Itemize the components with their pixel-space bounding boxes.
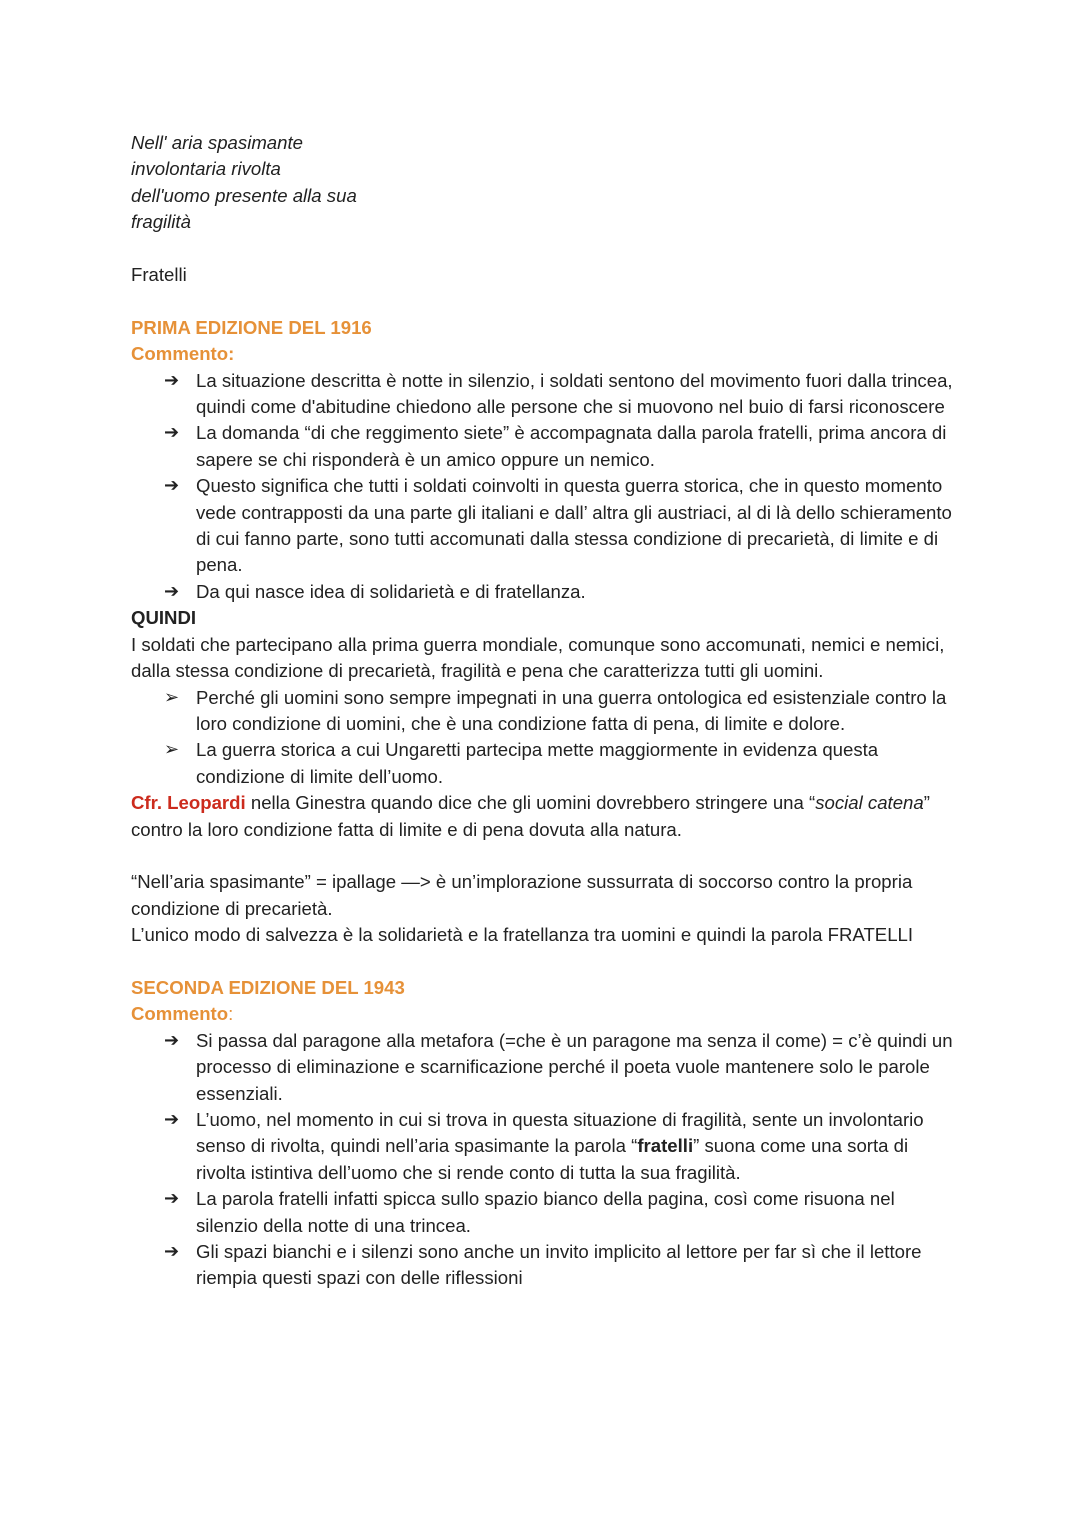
poem-line: fragilità — [131, 211, 191, 233]
poem-line: Nell' aria spasimante — [131, 132, 304, 153]
arrow-icon: ➔ — [164, 1108, 180, 1130]
cfr-paragraph: Cfr. Leopardi nella Ginestra quando dice che gli uomini dovrebbero stringere una “social catena” contro la loro condizione fatta di limite e di pena dovuta alla natura. — [131, 792, 930, 840]
list-item: ➔ La domanda “di che reggimento siete” è accompagnata dalla parola fratelli, prima ancora di sapere se chi risponderà è un amico oppure un nemico. — [164, 422, 947, 470]
triangle-arrow-icon: ➢ — [164, 739, 180, 761]
poem-line: involontaria rivolta — [131, 158, 281, 180]
arrow-icon: ➔ — [164, 1241, 180, 1262]
triangle-arrow-icon: ➢ — [164, 686, 180, 708]
comment-list-1943 — [131, 1028, 961, 1292]
arrow-icon: ➔ — [164, 1029, 180, 1051]
list-item: ➔ Da qui nasce idea di solidarietà e di fratellanza. — [131, 579, 961, 605]
section-heading-1916: PRIMA EDIZIONE DEL 1916 — [131, 316, 372, 338]
section-heading-1943: SECONDA EDIZIONE DEL 1943 — [131, 976, 405, 998]
list-item: ➔ Gli spazi bianchi e i silenzi sono anche un invito implicito al lettore per far sì che il lettore riempia questi spazi con delle riflessioni — [164, 1241, 922, 1289]
poem-excerpt — [131, 130, 961, 236]
list-item: ➢ Perché gli uomini sono sempre impegnati in una guerra ontologica ed esistenziale contro la loro condizione di uomini, che è una condizione fatta di pena, di limite e dolore. — [164, 686, 947, 734]
arrow-icon: ➔ — [164, 1188, 180, 1210]
arrow-icon: ➔ — [164, 422, 180, 444]
ipallage-paragraph: “Nell’aria spasimante” = ipallage —> è un’implorazione sussurrata di soccorso contro la propria condizione di precarietà. — [131, 871, 913, 919]
sub-list — [131, 685, 961, 791]
list-item: ➔ L’uomo, nel momento in cui si trova in questa situazione di fragilità, sente un involontario senso di rivolta, quindi nell’aria spasimante la parola “fratelli” suona come una sorta di rivolta istintiva dell’uomo che si rende conto di tutta la sua fragilità. — [164, 1108, 924, 1183]
comment-label-line: Commento: — [131, 1003, 234, 1025]
salvezza-paragraph: L’unico modo di salvezza è la solidarietà e la fratellanza tra uomini e quindi la parola FRATELLI — [131, 924, 914, 946]
poem-title-word: Fratelli — [131, 264, 187, 286]
arrow-icon: ➔ — [164, 580, 180, 602]
list-item: ➔ Questo significa che tutti i soldati coinvolti in questa guerra storica, che in questo momento vede contrapposti da una parte gli italiani e dall’ altra gli austriaci, al di là dello schieramento di cui fanno parte, sono tutti accomunati dalla stessa condizione di precarietà, di limite e di pena. — [164, 475, 952, 576]
list-item: ➔ La situazione descritta è notte in silenzio, i soldati sentono del movimento fuori dalla trincea, quindi come d'abitudine chiedono alle persone che si muovono nel buio di farsi riconoscere — [164, 369, 953, 418]
comment-label: Commento — [131, 1003, 229, 1025]
poem-line: dell'uomo presente alla sua — [131, 184, 357, 206]
list-item: ➔ Si passa dal paragone alla metafora (=che è un paragone ma senza il come) = c’è quindi un processo di eliminazione e scarnificazione perché il poeta vuole mantenere solo le parole essenziali. — [164, 1029, 953, 1104]
list-item: ➢ La guerra storica a cui Ungaretti partecipa mette maggiormente in evidenza questa condizione di limite dell’uomo. — [164, 739, 879, 787]
quindi-paragraph: I soldati che partecipano alla prima guerra mondiale, comunque sono accomunati, nemici e nemici, dalla stessa condizione di precarietà, fragilità e pena che caratterizza tutti gli uomini. — [131, 633, 945, 682]
arrow-icon: ➔ — [164, 475, 180, 497]
comment-label: Commento: — [131, 343, 235, 365]
quindi-label: QUINDI — [131, 607, 197, 629]
list-item: ➔ La parola fratelli infatti spicca sullo spazio bianco della pagina, così come risuona nel silenzio della notte di una trincea. — [164, 1188, 895, 1236]
cfr-label: Cfr. Leopardi — [131, 792, 246, 814]
arrow-icon: ➔ — [164, 369, 180, 391]
comment-list-1916 — [131, 368, 961, 606]
document-content — [131, 130, 961, 1292]
